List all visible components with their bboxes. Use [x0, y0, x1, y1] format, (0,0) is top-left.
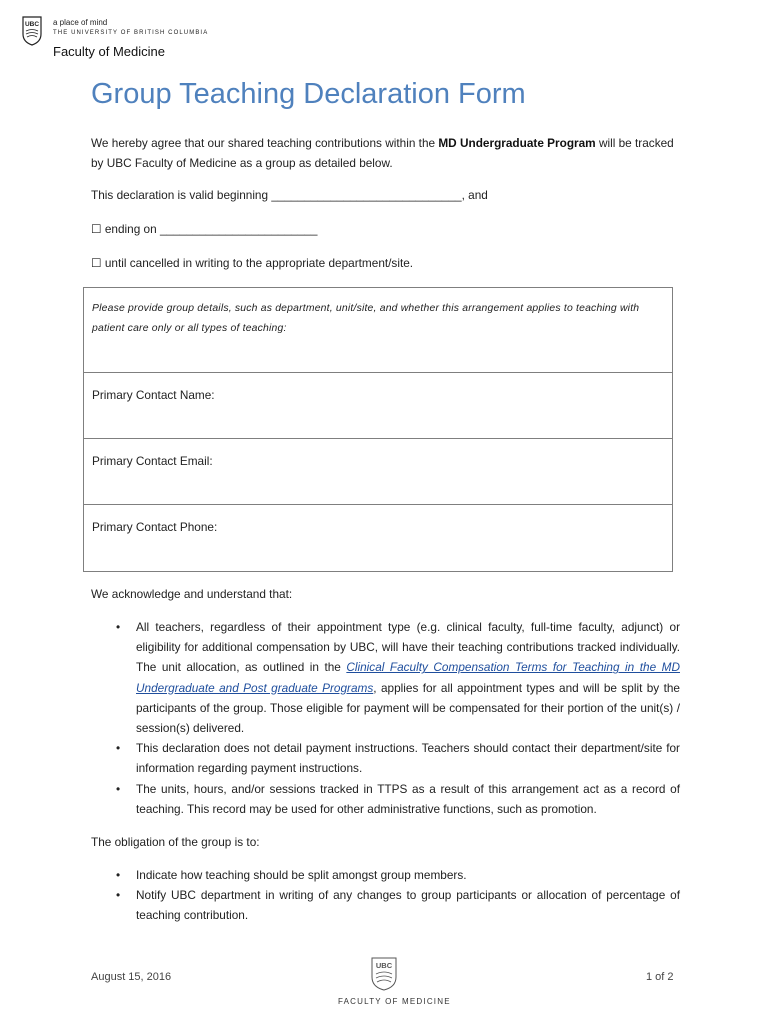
list-item	[91, 885, 680, 925]
list-item	[91, 738, 680, 778]
ending-label: ending on ________________________	[104, 222, 318, 236]
ubc-logo-icon	[22, 16, 42, 46]
group-details-field[interactable]	[84, 288, 672, 372]
until-option	[91, 253, 413, 273]
acknowledge-heading: We acknowledge and understand that:	[91, 587, 293, 601]
ubc-crest-icon	[371, 957, 397, 991]
contact-email-field[interactable]	[84, 438, 672, 505]
contact-phone-field[interactable]	[84, 504, 672, 571]
faculty-name: Faculty of Medicine	[53, 44, 165, 59]
group-details-note: Please provide group details, such as department, unit/site, and whether this arrangement applies to teaching with patient care only or all types of teaching:	[92, 303, 640, 334]
ending-checkbox[interactable]: ☐	[91, 222, 102, 236]
bullet-icon: •	[116, 620, 121, 634]
footer-date: August 15, 2016	[91, 971, 172, 983]
page-title: Group Teaching Declaration Form	[91, 78, 526, 110]
group-details-form	[83, 287, 673, 572]
until-label: until cancelled in writing to the appropriate department/site.	[104, 256, 414, 270]
page-number: 1 of 2	[646, 971, 674, 983]
ending-option	[91, 219, 317, 239]
list-item	[91, 865, 680, 885]
bullet-icon: •	[116, 741, 121, 756]
contact-phone-label: Primary Contact Phone:	[92, 520, 218, 534]
ack-item-1-text-b: , applies for all appointment types and will be split by the participants of the group. Those eligible for payment will be compensated for their portion of the unit(s) / session(s) delivered.	[136, 680, 680, 736]
acknowledge-list	[91, 617, 680, 819]
footer-faculty: FACULTY OF MEDICINE	[338, 997, 451, 1006]
ack-item-3-text: The units, hours, and/or sessions tracked in TTPS as a result of this arrangement act as a record of teaching. This record may be used for other administrative functions, such as promotion.	[136, 781, 680, 816]
contact-name-label: Primary Contact Name:	[92, 388, 215, 402]
bullet-icon: •	[116, 781, 121, 796]
tagline: a place of mind	[53, 18, 108, 27]
university-name: THE UNIVERSITY OF BRITISH COLUMBIA	[53, 30, 209, 36]
obligation-list	[91, 865, 680, 926]
until-checkbox[interactable]: ☐	[91, 256, 102, 270]
ubc-logo-text: UBC	[24, 21, 40, 28]
list-item	[91, 617, 680, 738]
obl-item-2-text: Notify UBC department in writing of any changes to group participants or allocation of percentage of teaching contribution.	[136, 888, 680, 923]
obligation-heading: The obligation of the group is to:	[91, 835, 260, 849]
bullet-icon: •	[116, 888, 121, 903]
validity-beginning: This declaration is valid beginning _____________________________, and	[91, 188, 488, 202]
bullet-icon: •	[116, 868, 121, 882]
contact-name-field[interactable]	[84, 372, 672, 439]
ack-item-1-text-a: All teachers, regardless of their appointment type (e.g. clinical faculty, full-time faculty, adjunct) or eligibility for additional compensation by UBC, will have their teaching contributions tracked individually. The unit allocation, as outlined in the	[136, 620, 680, 675]
obl-item-1-text: Indicate how teaching should be split amongst group members.	[136, 868, 467, 882]
intro-paragraph	[91, 133, 683, 173]
footer-logo-text: UBC	[375, 961, 393, 970]
intro-text-2: will be tracked by UBC Faculty of Medicine as a group as detailed below.	[91, 136, 674, 170]
contact-email-label: Primary Contact Email:	[92, 454, 213, 468]
program-name: MD Undergraduate Program	[438, 136, 596, 150]
ack-item-2-text: This declaration does not detail payment instructions. Teachers should contact their department/site for information regarding payment instructions.	[136, 741, 680, 776]
intro-text-1: We hereby agree that our shared teaching contributions within the	[91, 136, 439, 150]
list-item	[91, 779, 680, 819]
compensation-terms-link[interactable]: Clinical Faculty Compensation Terms for Teaching in the MD Undergraduate and Post graduate Programs	[136, 660, 680, 695]
